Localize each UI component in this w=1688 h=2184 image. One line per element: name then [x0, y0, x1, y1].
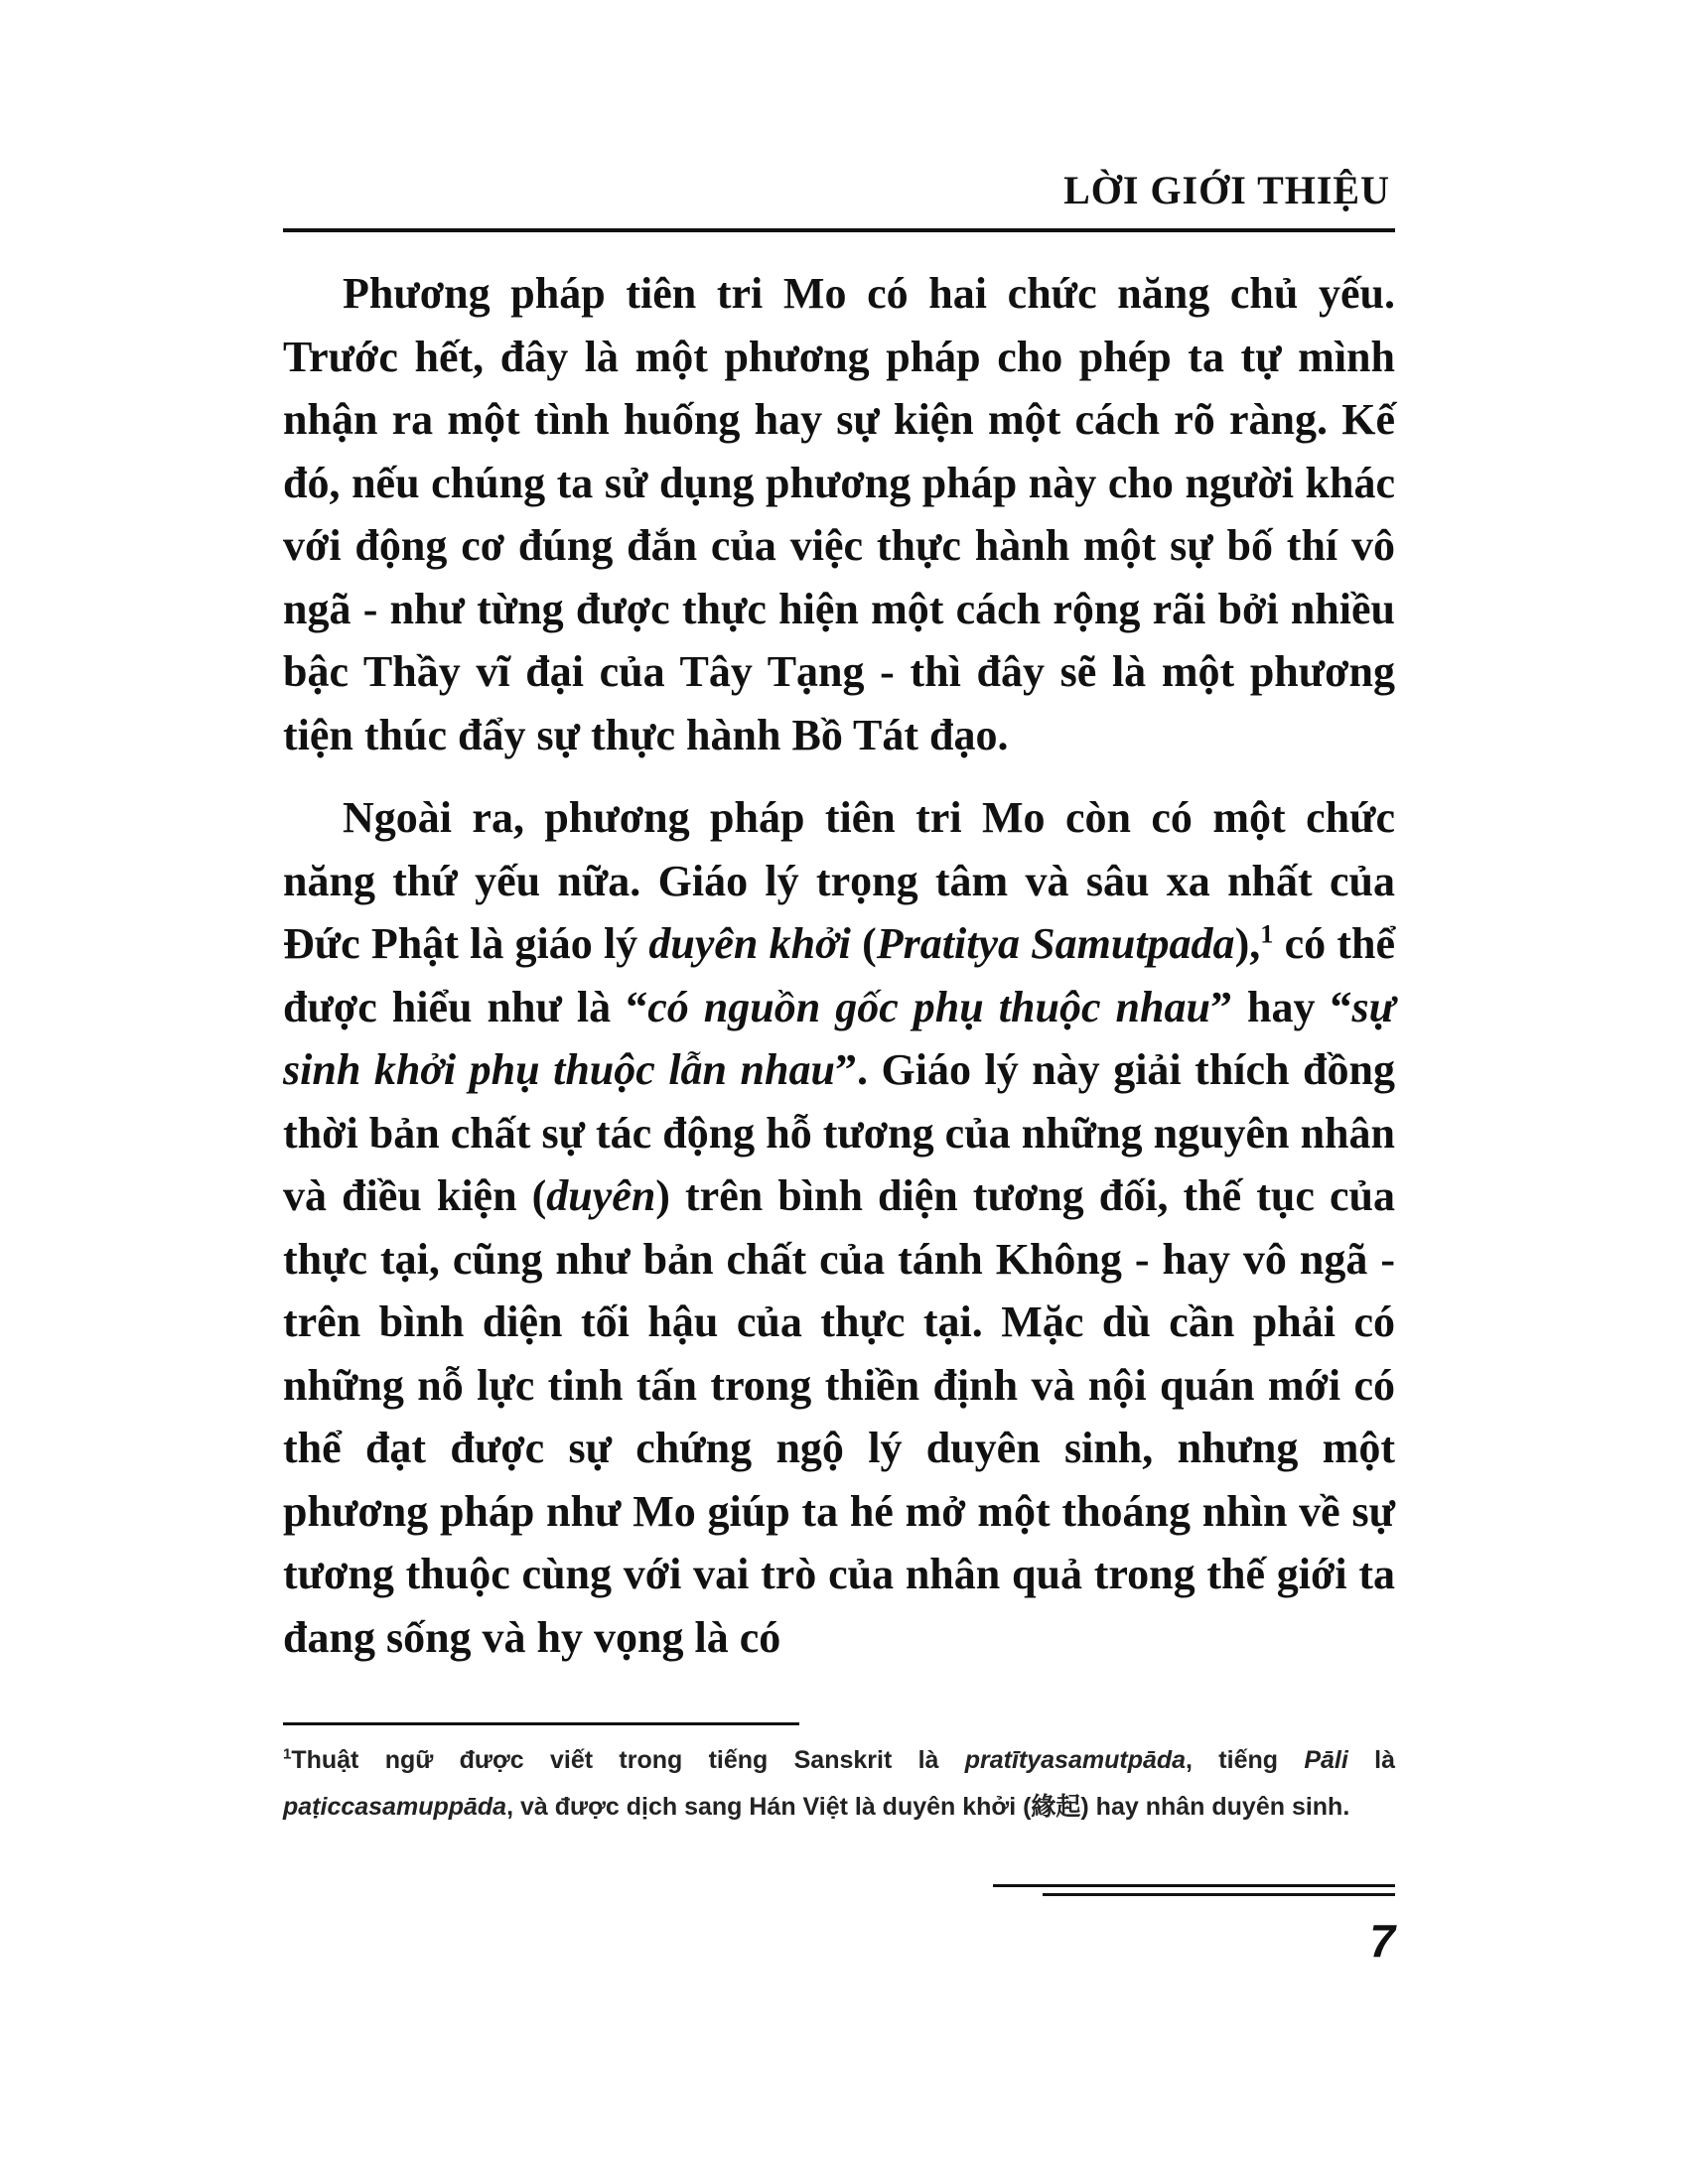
footnote-text-1: Thuật ngữ được viết trong tiếng Sanskrit là: [291, 1746, 965, 1774]
footer-rule-bottom: [1043, 1893, 1395, 1896]
paragraph-1: Phương pháp tiên tri Mo có hai chức năng chủ yếu. Trước hết, đây là một phương pháp cho phép ta tự mình nhận ra một tình huống hay sự kiện một cách rõ ràng. Kế đó, nếu chúng ta sử dụng phương pháp này cho người khác với động cơ đúng đắn của việc thực hành một sự bố thí vô ngã - như từng được thực hiện một cách rộng rãi bởi nhiều bậc Thầy vĩ đại của Tây Tạng - thì đây sẽ là một phương tiện thúc đẩy sự thực hành Bồ Tát đạo.: [283, 269, 1395, 759]
paragraph-2-text-5: ” hay “: [1209, 982, 1352, 1031]
footnote-text-3: là: [1347, 1746, 1395, 1774]
footnote-term-pali: paṭiccasamuppāda: [283, 1793, 507, 1821]
paragraph-2-text-3: ),: [1234, 919, 1261, 968]
paragraph-2-text-6: ”. Giáo lý này giải thích đồng thời bản chất sự tác động hỗ tương của những nguyên nhân và điều kiện (: [283, 1045, 1395, 1220]
term-co-nguon-goc: có nguồn gốc phụ thuộc nhau: [647, 982, 1210, 1031]
header-rule: [283, 228, 1395, 232]
footnote-term-sanskrit: pratītyasamutpāda: [964, 1746, 1187, 1774]
paragraph-2: [283, 786, 1395, 1669]
paragraph-2-text-2: (: [850, 919, 877, 968]
term-pratitya-samutpada: Pratitya Samutpada: [876, 919, 1235, 968]
footer-rule-top: [993, 1884, 1395, 1887]
paragraph-2-text-7: ) trên bình diện tương đối, thế tục của thực tại, cũng như bản chất của tánh Không - hay vô ngã - trên bình diện tối hậu của thực tại. Mặc dù cần phải có những nỗ lực tinh tấn trong thiền định và nội quán mới có thể đạt được sự chứng ngộ lý duyên sinh, nhưng một phương pháp như Mo giúp ta hé mở một thoáng nhìn về sự tương thuộc cùng với vai trò của nhân quả trong thế giới ta đang sống và hy vọng là có: [283, 1171, 1396, 1662]
paragraph-2-text-1: Ngoài ra, phương pháp tiên tri Mo còn có một chức năng thứ yếu nữa. Giáo lý trọng tâm và sâu xa nhất của Đức Phật là giáo lý: [283, 793, 1395, 968]
running-header-title: LỜI GIỚI THIỆU: [1063, 168, 1390, 212]
footnote: [283, 1737, 1395, 1831]
footnote-rule: [283, 1722, 799, 1725]
footnote-text-2: , tiếng: [1186, 1746, 1305, 1774]
paragraph-2-text-4: có thể được hiểu như là “: [283, 919, 1396, 1031]
footnote-text-4: , và được dịch sang Hán Việt là duyên khởi (緣起) hay nhân duyên sinh.: [506, 1793, 1350, 1821]
page-number: 7: [1369, 1915, 1395, 1967]
footnote-reference[interactable]: 1: [1260, 918, 1274, 949]
term-su-sinh-khoi: sự sinh khởi phụ thuộc lẫn nhau: [283, 982, 1395, 1094]
body-text: [283, 262, 1395, 1689]
footnote-marker: 1: [283, 1745, 292, 1763]
term-duyen: duyên: [546, 1171, 656, 1220]
footnote-term-pali-label: Pāli: [1304, 1746, 1348, 1774]
term-duyen-khoi: duyên khởi: [648, 919, 851, 968]
